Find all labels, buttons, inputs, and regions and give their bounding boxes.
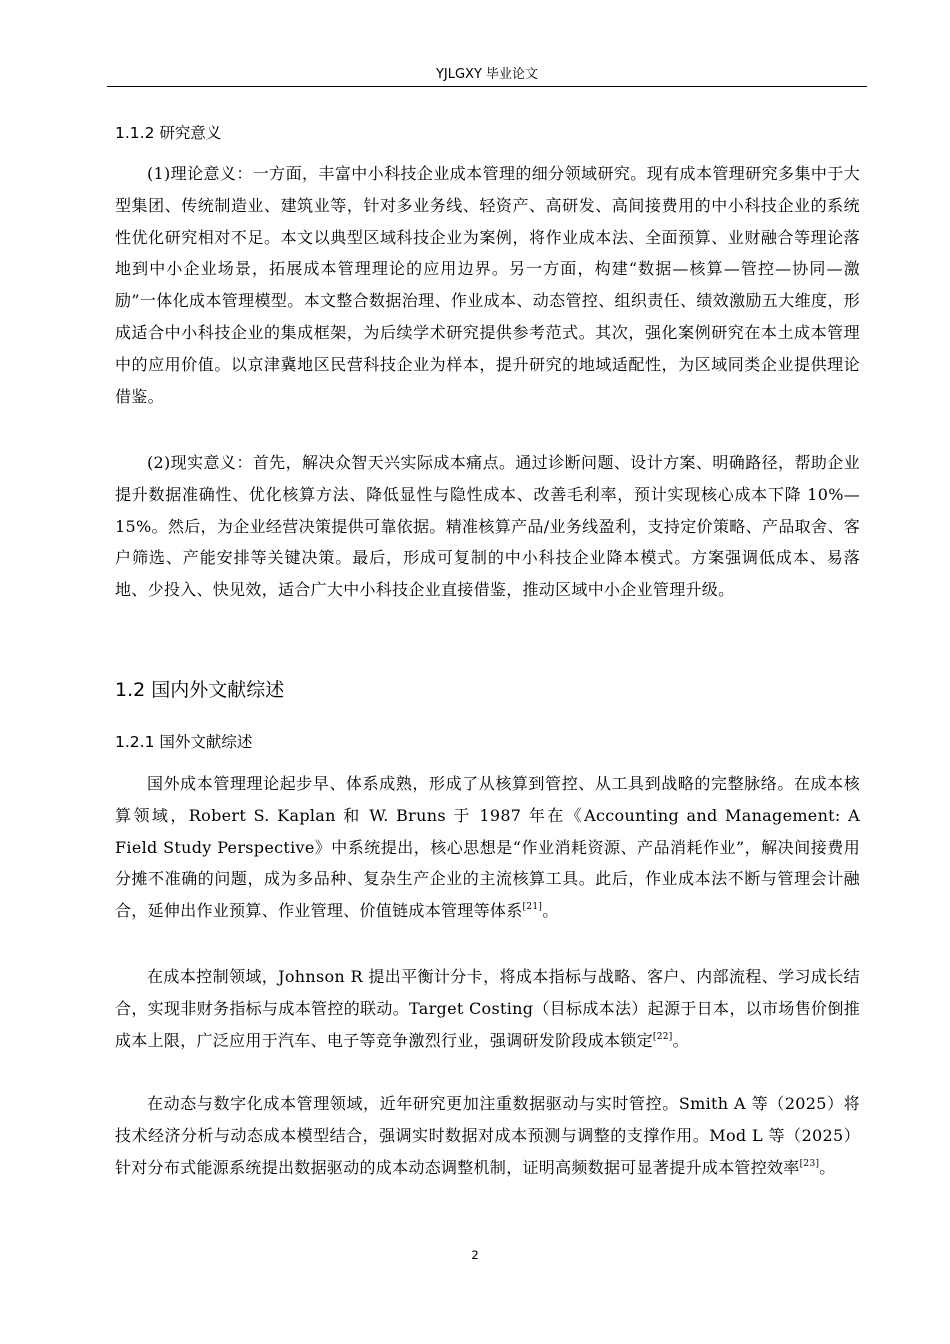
paragraph-practical-significance <box>115 447 860 606</box>
running-header: YJLGXY 毕业论文 <box>435 67 539 82</box>
citation-ref[interactable]: [21] <box>522 902 543 913</box>
paragraph-theoretical-significance <box>115 158 860 412</box>
section-heading-1-2: 1.2 国内外文献综述 <box>115 679 285 701</box>
section-heading-1-1-2: 1.1.2 研究意义 <box>115 124 222 142</box>
paragraph-text: (1)理论意义：一方面，丰富中小科技企业成本管理的细分领域研究。现有成本管理研究多集中于大型集团、传统制造业、建筑业等，针对多业务线、轻资产、高研发、高间接费用的中小科技企业的系统性优化研究相对不足。本文以典型区域科技企业为案例，将作业成本法、全面预算、业财融合等理论落地到中小企业场景，拓展成本管理理论的应用边界。另一方面，构建“数据—核算—管控—协同—激励”一体化成本管理模型。本文整合数据治理、作业成本、动态管控、组织责任、绩效激励五大维度，形成适合中小科技企业的集成框架，为后续学术研究提供参考范式。其次，强化案例研究在本土成本管理中的应用价值。以京津冀地区民营科技企业为样本，提升研究的地域适配性，为区域同类企业提供理论借鉴。 <box>115 164 860 406</box>
citation-ref[interactable]: [23] <box>799 1158 820 1169</box>
paragraph-text: (2)现实意义：首先，解决众智天兴实际成本痛点。通过诊断问题、设计方案、明确路径，帮助企业提升数据准确性、优化核算方法、降低显性与隐性成本、改善毛利率，预计实现核心成本下降 10%—15%。然后，为企业经营决策提供可靠依据。精准核算产品/业务线盈利，支持定价策略、产品取舍、客户筛选、产能安排等关键决策。最后，形成可复制的中小科技企业降本模式。方案强调低成本、易落地、少投入、快见效，适合广大中小科技企业直接借鉴，推动区域中小企业管理升级。 <box>115 453 860 600</box>
paragraph-end: 。 <box>672 1030 689 1050</box>
paragraph-end: 。 <box>542 901 559 921</box>
paragraph-text: 在动态与数字化成本管理领域，近年研究更加注重数据驱动与实时管控。Smith A 等（2025）将技术经济分析与动态成本模型结合，强调实时数据对成本预测与调整的支撑作用。Mod L 等（2025）针对分布式能源系统提出数据驱动的成本动态调整机制，证明高频数据可显著提升成本管控效率 <box>115 1094 860 1177</box>
citation-ref[interactable]: [22] <box>652 1031 673 1042</box>
paragraph-foreign-cost-control <box>115 961 860 1056</box>
paragraph-text: 国外成本管理理论起步早、体系成熟，形成了从核算到管控、从工具到战略的完整脉络。在成本核算领域，Robert S. Kaplan 和 W. Bruns 于 1987 年在《Accounting and Management: A Field Study Perspective》中系统提出，核心思想是“作业消耗资源、产品消耗作业”，解决间接费用分摊不准确的问题，成为多品种、复杂生产企业的主流核算工具。此后，作业成本法不断与管理会计融合，延伸出作业预算、作业管理、价值链成本管理等体系 <box>115 774 860 921</box>
paragraph-foreign-digital-cost <box>115 1088 860 1183</box>
section-heading-1-2-1: 1.2.1 国外文献综述 <box>115 733 253 751</box>
page-number: 2 <box>471 1248 479 1262</box>
header-rule <box>107 86 867 87</box>
paragraph-end: 。 <box>819 1157 836 1177</box>
paragraph-text: 在成本控制领域，Johnson R 提出平衡计分卡，将成本指标与战略、客户、内部流程、学习成长结合，实现非财务指标与成本管控的联动。Target Costing（目标成本法）起源于日本，以市场售价倒推成本上限，广泛应用于汽车、电子等竞争激烈行业，强调研发阶段成本锁定 <box>115 967 860 1050</box>
paragraph-foreign-cost-accounting <box>115 768 860 927</box>
